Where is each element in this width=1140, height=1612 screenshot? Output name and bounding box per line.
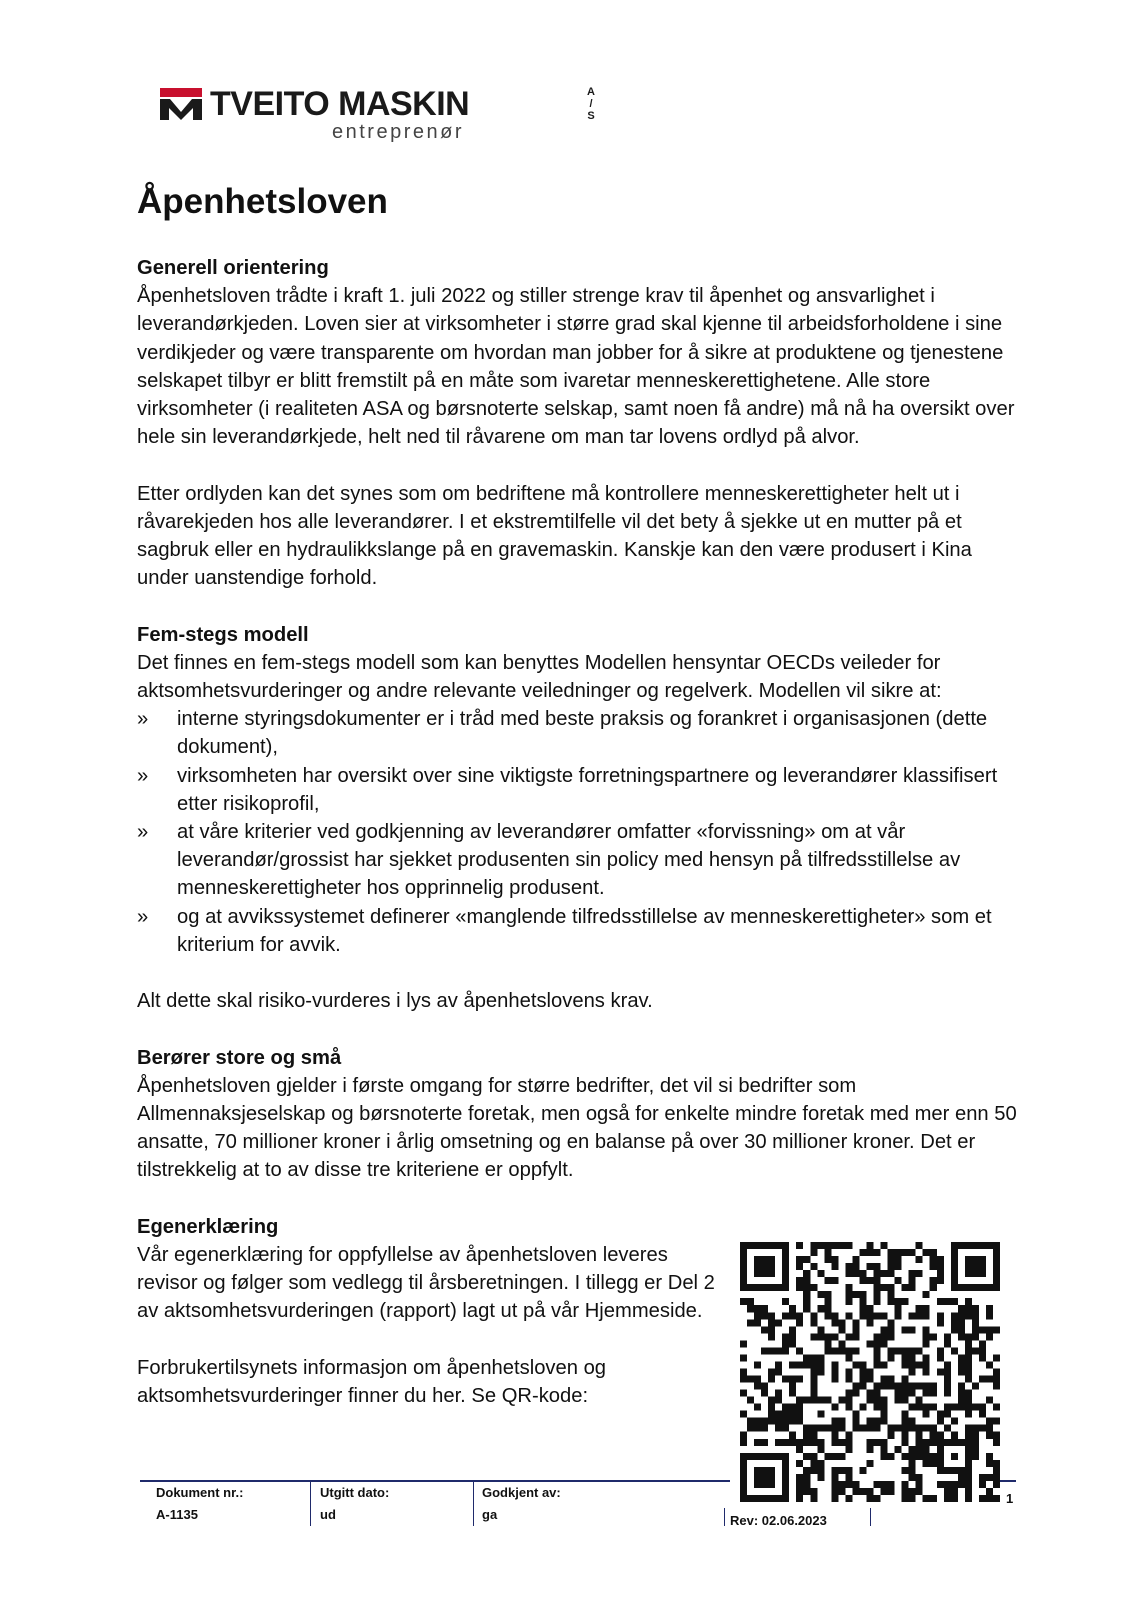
paragraph: Vår egenerklæring for oppfyllelse av åpenhetsloven leveres revisor og følger som vedlegg til årsberetningen. I tillegg er Del 2 av aktsomhetsvurderingen (rapport) lagt ut på vår Hjemmeside. bbox=[137, 1244, 715, 1323]
section-heading-scope: Berører store og små bbox=[137, 1046, 342, 1069]
logo-mark-icon bbox=[160, 88, 202, 120]
list-item: » at våre kriterier ved godkjenning av leverandører omfatter «forvissning» om at vår leverandør/grossist har sjekket produsenten sin policy med hensyn på tilfredsstillelse av menneskerettigheter hos opprinnelig produsent. bbox=[137, 818, 1017, 903]
footer-doc-number: Dokument nr.: A-1135 bbox=[156, 1485, 244, 1522]
paragraph: Åpenhetsloven gjelder i første omgang for større bedrifter, det vil si bedrifter som Allmennaksjeselskap og børsnoterte foretak, men også for enkelte mindre foretak med mer enn 50 ansatte, 70 millioner kroner i årlig omsetning og en balanse på over 30 millioner kroner. Det er tilstrekkelig at to av disse tre kriteriene er oppfylt. bbox=[137, 1074, 1017, 1182]
bullet-list bbox=[137, 705, 1017, 959]
document-footer bbox=[140, 1480, 1020, 1540]
paragraph: Forbrukertilsynets informasjon om åpenhetsloven og aktsomhetsvurderinger finner du her. Se QR-kode: bbox=[137, 1356, 607, 1408]
footer-revision: Rev: 02.06.2023 bbox=[730, 1513, 827, 1528]
logo-suffix: A / S bbox=[587, 86, 595, 122]
qr-code-icon[interactable] bbox=[740, 1242, 1000, 1502]
logo-name: TVEITO MASKIN bbox=[210, 85, 470, 123]
page-number: 1 bbox=[1006, 1491, 1014, 1506]
paragraph: Åpenhetsloven trådte i kraft 1. juli 2022 og stiller strenge krav til åpenhet og ansvarlighet i leverandørkjeden. Loven sier at virksomheter i større grad skal kjenne til arbeidsforholdene i sine verdikjeder og være transparente om hvordan man jobber for å sikre at produktene og tjenestene selskapet tilbyr er blitt fremstilt på en måte som ivaretar menneskerettighetene. Alle store virksomheter (i realiteten ASA og børsnoterte selskap, samt noen få andre) må nå ha oversikt over hele sin leverandørkjede, helt ned til råvarene om man tar lovens ordlyd på alvor. bbox=[137, 285, 1015, 449]
logo-tagline: entreprenør bbox=[332, 121, 464, 143]
company-logo bbox=[160, 82, 595, 143]
list-item: » virksomheten har oversikt over sine viktigste forretningspartnere og leverandører klassifisert etter risikoprofil, bbox=[137, 762, 1017, 818]
bullet-icon: » bbox=[137, 764, 149, 787]
list-item: » interne styringsdokumenter er i tråd med beste praksis og forankret i organisasjonen (dette dokument), bbox=[137, 705, 1017, 761]
bullet-icon: » bbox=[137, 708, 149, 731]
bullet-icon: » bbox=[137, 821, 149, 844]
list-item: » og at avvikssystemet definerer «manglende tilfredsstillelse av menneskerettigheter» som et kriterium for avvik. bbox=[137, 903, 1017, 959]
footer-issued-date: Utgitt dato: ud bbox=[320, 1485, 390, 1522]
section-heading-general: Generell orientering bbox=[137, 257, 329, 279]
document-body bbox=[137, 254, 1017, 1410]
bullet-icon: » bbox=[137, 905, 149, 928]
section-heading-declaration: Egenerklæring bbox=[137, 1215, 279, 1238]
footer-approved-by: Godkjent av: ga bbox=[482, 1485, 561, 1522]
paragraph: Alt dette skal risiko-vurderes i lys av åpenhetslovens krav. bbox=[137, 990, 653, 1013]
paragraph: Det finnes en fem-stegs modell som kan benyttes Modellen hensyntar OECDs veileder for aktsomhetsvurderinger og andre relevante veiledninger og regelverk. Modellen vil sikre at: bbox=[137, 651, 942, 703]
paragraph: Etter ordlyden kan det synes som om bedriftene må kontrollere menneskerettigheter helt ut i råvarekjeden hos alle leverandører. I et ekstremtilfelle vil det bety å sjekke ut en mutter på et sagbruk eller en hydraulikkslange på en gravemaskin. Kanskje kan den være produsert i Kina under uanstendige forhold. bbox=[137, 482, 972, 590]
page-title: Åpenhetsloven bbox=[137, 182, 388, 221]
section-heading-model: Fem-stegs modell bbox=[137, 623, 309, 646]
